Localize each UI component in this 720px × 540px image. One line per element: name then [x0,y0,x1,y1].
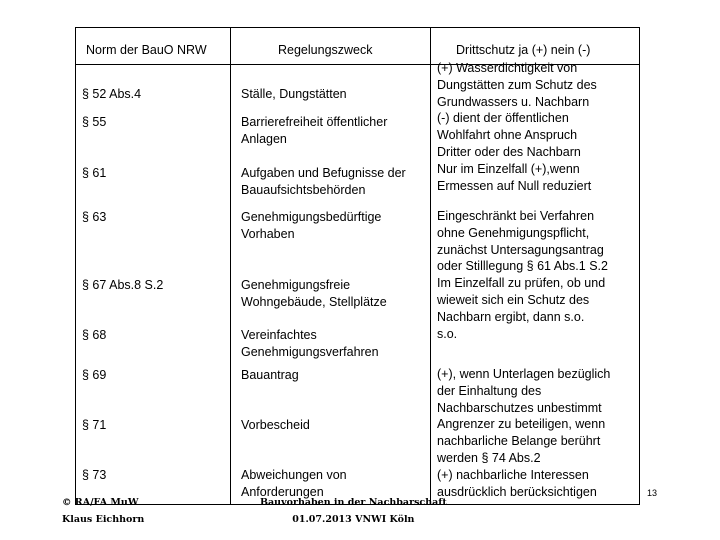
zweck-cell: Vorbescheid [241,418,310,432]
header-norm: Norm der BauO NRW [86,43,207,57]
norm-cell: § 67 Abs.8 S.2 [82,278,164,292]
norm-cell: § 61 [82,166,107,180]
zweck-cell: Bauantrag [241,368,299,382]
zweck-cell: Vereinfachtes Genehmigungsverfahren [241,328,379,359]
zweck-cell: Ställe, Dungstätten [241,87,347,101]
norm-cell: § 71 [82,418,107,432]
drittschutz-block: (+) Wasserdichtigkeit von Dungstätten zum Schutz des Grundwassers u. Nachbarn (-) dient der öffentlichen Wohlfahrt ohne Anspruch Dritter oder des Nachbarn Nur im Einzelfall (+),wenn Ermessen auf Null reduziert [437,61,597,193]
zweck-cell: Genehmigungsfreie Wohngebäude, Stellplätze [241,278,387,309]
norm-cell: § 68 [82,328,107,342]
header-regelungszweck: Regelungszweck [278,43,373,57]
drittschutz-block: Eingeschränkt bei Verfahren ohne Genehmigungspflicht, zunächst Untersagungsantrag oder Stilllegung § 61 Abs.1 S.2 Im Einzelfall zu prüfen, ob und wieweit sich ein Schutz des Nachbarn ergibt, dann s.o. s.o. [437,209,608,341]
zweck-cell: Aufgaben und Befugnisse der Bauaufsichtsbehörden [241,166,406,197]
header-drittschutz: Drittschutz ja (+) nein (-) [456,43,591,57]
norm-cell: § 63 [82,210,107,224]
norm-cell: § 73 [82,468,107,482]
drittschutz-block: (+), wenn Unterlagen bezüglich der Einhaltung des Nachbarschutzes unbestimmt Angrenzer zu beteiligen, wenn nachbarliche Belange berührt werden § 74 Abs.2 (+) nachbarliche Interessen ausdrücklich berücksichtigen [437,367,611,499]
norm-cell: § 55 [82,115,107,129]
norm-cell: § 52 Abs.4 [82,87,142,101]
footer-title: Bauvorhaben in der Nachbarschaft 01.07.2013 VNWI Köln [260,497,447,525]
column-divider [230,27,231,505]
norm-cell: § 69 [82,368,107,382]
zweck-cell: Abweichungen von Anforderungen [241,468,347,499]
footer-author: © RA/FA MuW Klaus Eichhorn [62,497,145,525]
column-divider [430,27,431,505]
zweck-cell: Barrierefreiheit öffentlicher Anlagen [241,115,388,146]
zweck-cell: Genehmigungsbedürftige Vorhaben [241,210,382,241]
page-number: 13 [647,488,658,498]
